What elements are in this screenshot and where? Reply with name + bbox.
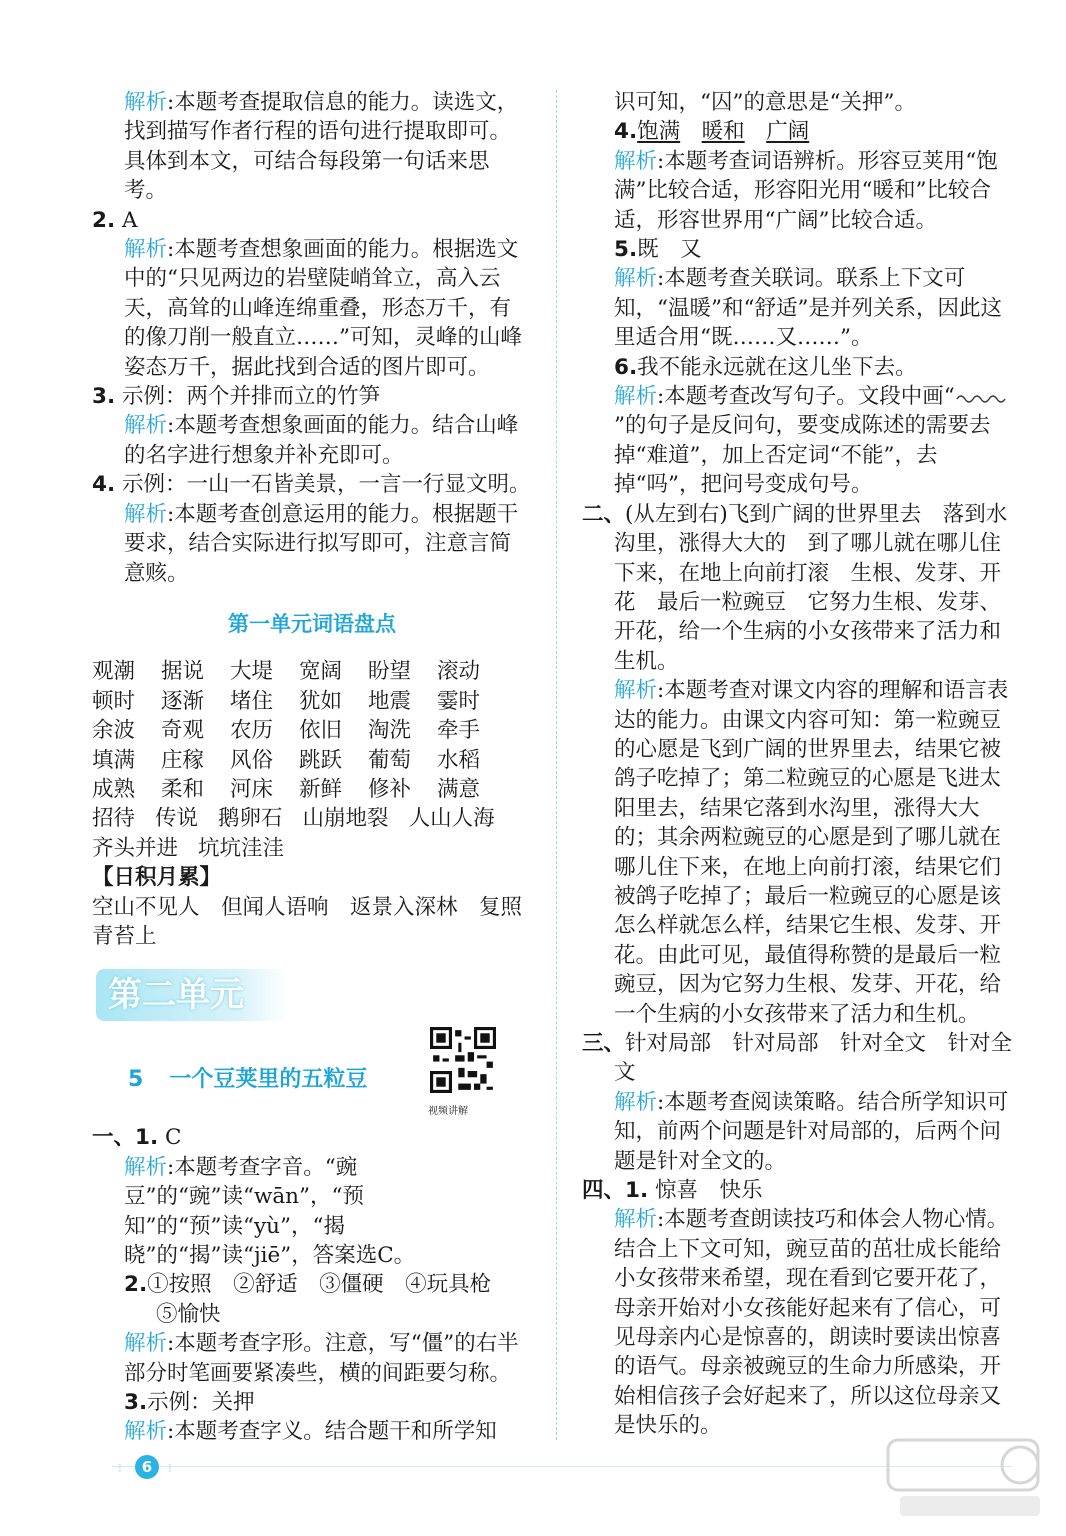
word-item: 满意 bbox=[437, 776, 481, 802]
analysis-4: 解析:本题考查创意运用的能力。根据题干要求，结合实际进行拟写即可，注意言简意赅。 bbox=[124, 501, 519, 586]
analysis-r6: 解析:本题考查改写句子。文段中画“”的句子是反问句，要变成陈述的需要去掉“难道”，加上否定词“不能”，去掉“吗”，把问号变成句号。 bbox=[582, 382, 1022, 500]
right-column bbox=[582, 88, 1022, 1441]
word-item: 新鲜 bbox=[299, 776, 343, 802]
left-column bbox=[92, 88, 532, 1447]
word-item: 大堤 bbox=[230, 659, 274, 685]
qr-code-icon[interactable] bbox=[430, 1027, 496, 1093]
word-list bbox=[92, 657, 532, 804]
word-item: 余波 bbox=[92, 718, 136, 744]
qr-label: 视频讲解 bbox=[428, 1106, 468, 1118]
unit-words-title: 第一单元词语盘点 bbox=[228, 611, 396, 636]
poem-text: 空山不见人 但闻人语响 返景入深林 复照青苔上 bbox=[92, 894, 523, 949]
s1-question-3: 3.示例：关押 bbox=[124, 1390, 255, 1416]
word-item: 水稻 bbox=[437, 747, 481, 773]
word-item: 风俗 bbox=[230, 747, 274, 773]
question-3: 3. 示例：两个并排而立的竹笋 bbox=[92, 384, 380, 410]
word-item: 依旧 bbox=[299, 718, 343, 744]
word-item: 坑坑洼洼 bbox=[198, 835, 285, 861]
word-item: 牵手 bbox=[437, 718, 481, 744]
question-r6: 6.我不能永远就在这儿坐下去。 bbox=[614, 354, 917, 380]
word-list-row bbox=[92, 834, 532, 863]
column-divider bbox=[556, 90, 557, 1440]
unit-2-banner: 第二单元 bbox=[96, 969, 288, 1021]
word-item: 庄稼 bbox=[161, 747, 205, 773]
word-item: 葡萄 bbox=[368, 747, 412, 773]
question-r5: 5.既 又 bbox=[614, 237, 702, 263]
word-item: 犹如 bbox=[299, 688, 343, 714]
dot-decoration-icon: ⁝ bbox=[118, 1461, 122, 1475]
analysis-2: 解析:本题考查想象画面的能力。根据选文中的“只见两边的岩壁陡峭耸立，高入云天，高耸的山峰连绵重叠，形态万千，有的像刀削一般直立……”可知，灵峰的山峰姿态万千，据此找到合适的图片即可。 bbox=[124, 237, 522, 380]
word-item: 河床 bbox=[230, 776, 274, 802]
word-item: 霎时 bbox=[437, 688, 481, 714]
word-item: 观潮 bbox=[92, 659, 136, 685]
question-4: 4. 示例：一山一石皆美景，一言一行显文明。 bbox=[92, 472, 531, 498]
word-item: 填满 bbox=[92, 747, 136, 773]
continued-text: 识可知，“囚”的意思是“关押”。 bbox=[614, 90, 916, 115]
lesson-header bbox=[92, 1027, 532, 1123]
word-list-row bbox=[92, 804, 532, 833]
word-item: 地震 bbox=[368, 688, 412, 714]
s1-analysis-3: 解析:本题考查字义。结合题干和所学知 bbox=[124, 1419, 497, 1445]
word-item: 修补 bbox=[368, 776, 412, 802]
page-number: 6 bbox=[135, 1455, 159, 1479]
word-item: 人山人海 bbox=[408, 806, 495, 832]
analysis-r5: 解析:本题考查关联词。联系上下文可知，“温暖”和“舒适”是并列关系，因此这里适合用“既……又……”。 bbox=[614, 266, 1002, 351]
analysis-s2: 解析:本题考查对课文内容的理解和语言表达的能力。由课文内容可知：第一粒豌豆的心愿是飞到广阔的世界里去，结果它被鸽子吃掉了；第二粒豌豆的心愿是飞进太阳里去，结果它落到水沟里，涨得大大的；其余两粒豌豆的心愿是到了哪儿就在哪儿住下来，在地上向前打滚，结果它们被鸽子吃掉了；最后一粒豌豆的心愿是该怎么样就怎么样，结果它生根、发芽、开花。由此可见，最值得称赞的是最后一粒豌豆，因为它努力生根、发芽、开花，给一个生病的小女孩带来了活力和生机。 bbox=[614, 678, 1009, 1027]
word-item: 齐头并进 bbox=[92, 835, 179, 861]
section-2: 二、(从左到右)飞到广阔的世界里去 落到水沟里，涨得大大的 到了哪儿就在哪儿住下来，在地上向前打滚 生根、发芽、开花 最后一粒豌豆 它努力生根、发芽、开花，给一个生病的小女孩带来了活力和生机。 bbox=[582, 501, 1008, 674]
word-item: 滚动 bbox=[437, 659, 481, 685]
word-item: 逐渐 bbox=[161, 688, 205, 714]
question-r4: 4.饱满 暖和 广阔 bbox=[614, 119, 810, 145]
word-item: 鹅卵石 bbox=[218, 806, 283, 832]
word-item: 招待 bbox=[92, 806, 136, 832]
dot-decoration-icon: ⁝ bbox=[168, 1461, 172, 1475]
wavy-underline-mark bbox=[955, 389, 1009, 403]
analysis-3: 解析:本题考查想象画面的能力。结合山峰的名字进行想象并补充即可。 bbox=[124, 413, 519, 468]
word-item: 柔和 bbox=[161, 776, 205, 802]
word-item: 山崩地裂 bbox=[302, 806, 389, 832]
s1-analysis-1: 解析:本题考查字音。“豌豆”的“豌”读“wān”，“预知”的“预”读“yù”，“揭晓”的“揭”读“jiē”，答案选C。 bbox=[124, 1154, 416, 1268]
question-2: 2. A bbox=[92, 207, 138, 233]
rijiyuelei-heading: 【日积月累】 bbox=[92, 865, 222, 891]
word-item: 淘洗 bbox=[368, 718, 412, 744]
lesson-title: 5 一个豆荚里的五粒豆 bbox=[128, 1067, 368, 1093]
section-3: 三、针对局部 针对局部 针对全文 针对全文 bbox=[582, 1031, 1013, 1086]
word-item: 成熟 bbox=[92, 776, 136, 802]
watermark-logo-icon bbox=[880, 1430, 1050, 1525]
s1-analysis-2: 解析:本题考查字形。注意，写“僵”的右半部分时笔画要紧凑些，横的间距要匀称。 bbox=[124, 1331, 519, 1386]
footer-line bbox=[112, 1466, 1012, 1467]
word-item: 据说 bbox=[161, 659, 205, 685]
analysis-1: 解析:本题考查提取信息的能力。读选文，找到描写作者行程的语句进行提取即可。具体到本文，可结合每段第一句话来思考。 bbox=[124, 90, 519, 204]
analysis-s3: 解析:本题考查阅读策略。结合所学知识可知，前两个问题是针对局部的，后两个问题是针对全文的。 bbox=[614, 1089, 1009, 1174]
s1-question-2: 2.①按照 ②舒适 ③僵硬 ④玩具枪 ⑤愉快 bbox=[124, 1272, 513, 1327]
analysis-s4: 解析:本题考查朗读技巧和体会人物心情。结合上下文可知，豌豆苗的茁壮成长能给小女孩带来希望，现在看到它要开花了，母亲开始对小女孩能好起来有了信心，可见母亲内心是惊喜的，朗读时要读出惊喜的语气。母亲被豌豆的生命力所感染，开始相信孩子会好起来了，所以这位母亲又是快乐的。 bbox=[614, 1207, 1009, 1439]
word-item: 农历 bbox=[230, 718, 274, 744]
word-item: 跳跃 bbox=[299, 747, 343, 773]
word-item: 传说 bbox=[155, 806, 199, 832]
section-4: 四、1. 惊喜 快乐 bbox=[582, 1178, 763, 1204]
s1-question-1: 一、1. C bbox=[92, 1125, 182, 1151]
word-item: 堵住 bbox=[230, 688, 274, 714]
word-item: 盼望 bbox=[368, 659, 412, 685]
analysis-tag: 解析 bbox=[124, 90, 168, 115]
word-item: 奇观 bbox=[161, 718, 205, 744]
word-item: 宽阔 bbox=[299, 659, 343, 685]
analysis-r4: 解析:本题考查词语辨析。形容豆荚用“饱满”比较合适，形容阳光用“暖和”比较合适，形容世界用“广阔”比较合适。 bbox=[614, 148, 998, 233]
word-item: 顿时 bbox=[92, 688, 136, 714]
